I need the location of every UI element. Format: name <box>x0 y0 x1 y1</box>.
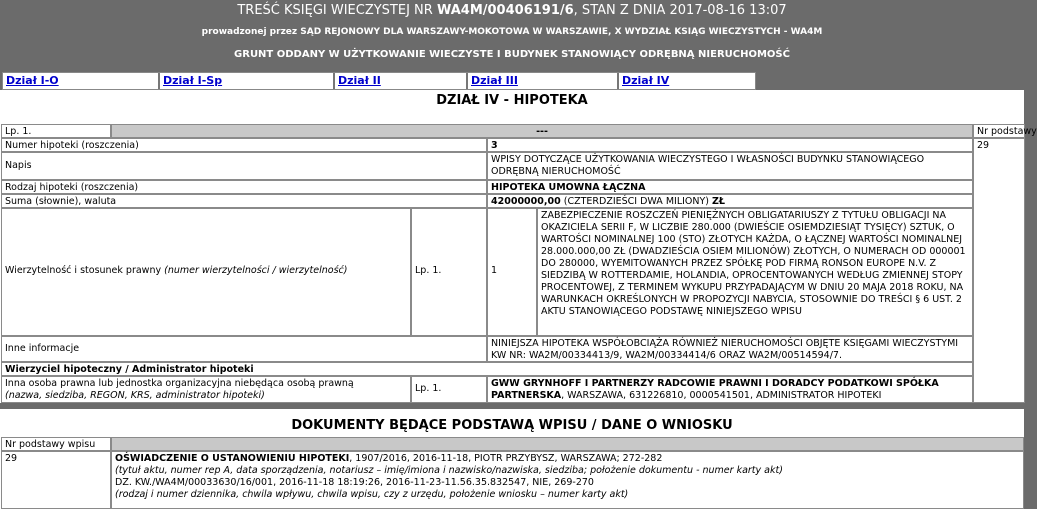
nav-dzial-iv[interactable]: Dział IV <box>622 74 670 87</box>
osoba-prawna-lp: Lp. 1. <box>411 376 487 403</box>
court-line: prowadzonej przez SĄD REJONOWY DLA WARSZAWY-MOKOTOWA W WARSZAWIE, X WYDZIAŁ KSIĄG WIECZYSTYCH - WA4M <box>201 27 823 37</box>
wierzytelnosc-number: 1 <box>487 208 537 336</box>
nav-dzial-iii[interactable]: Dział III <box>468 73 619 89</box>
nav-dzial-i-o[interactable]: Dział I-O <box>3 73 160 89</box>
napis-label: Napis <box>1 152 487 180</box>
nav-dzial-ii[interactable]: Dział II <box>335 73 468 89</box>
page-header <box>0 0 1024 72</box>
property-type: GRUNT ODDANY W UŻYTKOWANIE WIECZYSTE I BUDYNEK STANOWIĄCY ODRĘBNĄ NIERUCHOMOŚĆ <box>234 49 790 60</box>
inne-informacje-value: NINIEJSZA HIPOTEKA WSPÓŁOBCIĄŻA RÓWNIEŻ NIERUCHOMOŚCI OBJĘTE KSIĘGAMI WIECZYSTYMI KW NR: WA2M/00334413/9, WA2M/00334414/6 ORAZ WA2M/00514594/7. <box>487 336 973 362</box>
numer-hipoteki-value: 3 <box>487 138 973 152</box>
journal-line: DZ. KW./WA4M/00033630/16/001, 2016-11-18 18:19:26, 2016-11-23-11.56.35.832547, NIE, 269-270 <box>115 477 594 488</box>
wierzytelnosc-text: ZABEZPIECZENIE ROSZCZEŃ PIENIĘŻNYCH OBLIGATARIUSZY Z TYTUŁU OBLIGACJI NA OKAZICIELA SERII F, W LICZBIE 280.000 (DWIEŚCIE OSIEMDZIESIĄT TYSIĘCY) SZTUK, O WARTOŚCI NOMINALNEJ 100 (STO) ZŁOTYCH KAŻDA, O ŁĄCZNEJ WARTOŚCI NOMINALNEJ 28.000.000,00 ZŁ (DWADZIEŚCIA OSIEM MILIONÓW) ZŁOTYCH, O NUMERACH OD 000001 DO 280000, WYEMITOWANYCH PRZEZ SPÓŁKĘ POD FIRMĄ RONSON EUROPE N.V. Z SIEDZIBĄ W ROTTERDAMIE, HOLANDIA, OPROCENTOWANYCH WEDŁUG ZMIENNEJ STOPY PROCENTOWEJ, Z TERMINEM WYKUPU PRZYPADAJĄCYM W DNIU 20 MAJA 2018 ROKU, NA WARUNKACH OKREŚLONYCH W PROPOZYCJI NABYCIA, STOSOWNIE DO TREŚCI § 6 UST. 2 AKTU STANOWIĄCEGO PODSTAWĘ NINIEJSZEGO WPISU <box>537 208 973 336</box>
wierzytelnosc-label: Wierzytelność i stosunek prawny (numer wierzytelności / wierzytelność) <box>1 208 411 336</box>
doc-title-line: OŚWIADCZENIE O USTANOWIENIU HIPOTEKI, 1907/2016, 2016-11-18, PIOTR PRZYBYSZ, WARSZAWA; 272-282 <box>115 453 663 464</box>
napis-value: WPISY DOTYCZĄCE UŻYTKOWANIA WIECZYSTEGO I WŁASNOŚCI BUDYNKU STANOWIĄCEGO ODRĘBNĄ NIERUCHOMOŚĆ <box>487 152 973 180</box>
doc-details <box>111 451 1024 509</box>
nr-podstawy-label: Nr podstawy <box>973 124 1025 138</box>
inne-informacje-label: Inne informacje <box>1 336 487 362</box>
osoba-prawna-label: Inna osoba prawna lub jednostka organizacyjna niebędąca osobą prawną (nazwa, siedziba, REGON, KRS, administrator hipoteki) <box>1 376 411 403</box>
documents-panel <box>0 409 1024 509</box>
doc-desc: (tytuł aktu, numer rep A, data sporządzenia, notariusz – imię/imiona i nazwisko/nazwiska, siedziba; położenie dokumentu - numer karty akt) <box>115 465 783 476</box>
nav-dzial-i-sp[interactable]: Dział I-Sp <box>160 73 335 89</box>
documents-title: DOKUMENTY BĘDĄCE PODSTAWĄ WPISU / DANE O WNIOSKU <box>291 418 733 433</box>
section-iv-panel <box>0 90 1037 403</box>
numer-hipoteki-label: Numer hipoteki (roszczenia) <box>1 138 487 152</box>
wierzytelnosc-lp: Lp. 1. <box>411 208 487 336</box>
kw-number: WA4M/00406191/6 <box>436 3 574 18</box>
section-nav <box>2 72 756 90</box>
section-iv-title: DZIAŁ IV - HIPOTEKA <box>436 93 588 108</box>
suma-label: Suma (słownie), waluta <box>1 194 487 208</box>
journal-desc: (rodzaj i numer dziennika, chwila wpływu, chwila wpisu, czy z urzędu, położenie wniosku – numer karty akt) <box>115 489 629 500</box>
suma-value: 42000000,00 (CZTERDZIEŚCI DWA MILIONY) ZŁ <box>487 194 973 208</box>
doc-nr-value: 29 <box>1 451 111 509</box>
doc-header-filler <box>111 437 1024 451</box>
osoba-prawna-value: GWW GRYNHOFF I PARTNERZY RADCOWIE PRAWNI I DORADCY PODATKOWI SPÓŁKA PARTNERSKA, WARSZAWA, 631226810, 0000541501, ADMINISTRATOR HIPOTEKI <box>487 376 973 403</box>
rodzaj-hipoteki-label: Rodzaj hipoteki (roszczenia) <box>1 180 487 194</box>
nr-podstawy-value: 29 <box>973 138 1025 403</box>
rodzaj-hipoteki-value: HIPOTEKA UMOWNA ŁĄCZNA <box>487 180 973 194</box>
doc-nr-label: Nr podstawy wpisu <box>1 437 111 451</box>
lp-value: --- <box>111 124 973 138</box>
wierzyciel-header: Wierzyciel hipoteczny / Administrator hipoteki <box>1 362 973 376</box>
lp-label: Lp. 1. <box>1 124 111 138</box>
page-title: TREŚĆ KSIĘGI WIECZYSTEJ NR WA4M/00406191/6, STAN Z DNIA 2017-08-16 13:07 <box>237 3 787 18</box>
